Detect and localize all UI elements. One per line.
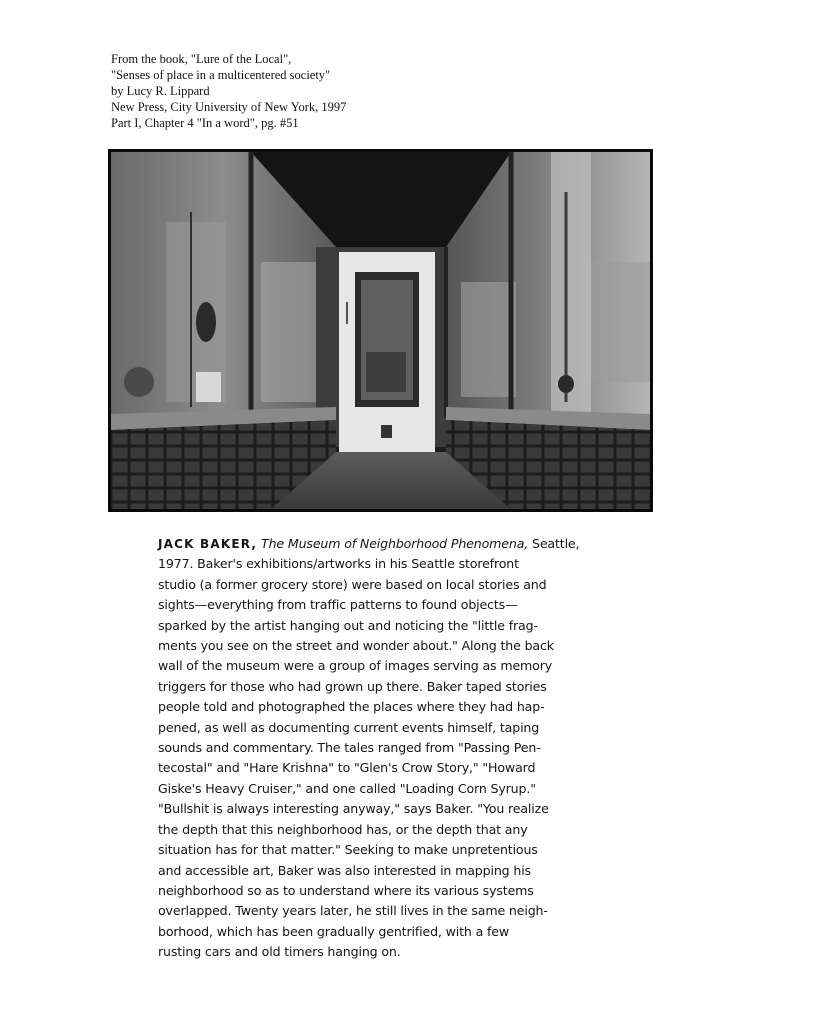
caption-line: sparked by the artist hanging out and noticing the "little frag- [158, 617, 538, 633]
caption-line: neighborhood so as to understand where its various systems [158, 882, 534, 898]
caption-line: "Bullshit is always interesting anyway," says Baker. "You realize [158, 801, 549, 817]
citation-line: by Lucy R. Lippard [111, 84, 210, 98]
caption-line: sounds and commentary. The tales ranged from "Passing Pen- [158, 740, 541, 756]
artist-name: JACK BAKER, [158, 537, 258, 551]
caption-line: studio (a former grocery store) were based on local stories and [158, 576, 547, 592]
caption-line: 1977. Baker's exhibitions/artworks in his Seattle storefront [158, 556, 519, 572]
caption-line: and accessible art, Baker was also interested in mapping his [158, 862, 531, 878]
caption-line-first [158, 534, 618, 554]
artwork-title: The Museum of Neighborhood Phenomena, [261, 536, 529, 551]
storefront-illustration [111, 152, 650, 509]
caption-line: tecostal" and "Hare Krishna" to "Glen's Crow Story," "Howard [158, 760, 536, 776]
caption-line: pened, as well as documenting current events himself, taping [158, 719, 540, 735]
photo-caption [158, 534, 618, 963]
caption-line: situation has for that matter." Seeking to make unpretentious [158, 842, 538, 858]
citation-line: "Senses of place in a multicentered society" [111, 68, 331, 82]
caption-line: the depth that this neighborhood has, or the depth that any [158, 821, 528, 837]
caption-line: ments you see on the street and wonder about." Along the back [158, 638, 554, 654]
caption-first-line-rest: Seattle, [531, 536, 580, 551]
caption-line: sights—everything from traffic patterns to found objects— [158, 597, 518, 613]
caption-line: wall of the museum were a group of images serving as memory [158, 658, 553, 674]
citation-line: Part I, Chapter 4 "In a word", pg. #51 [111, 116, 299, 130]
citation-line: From the book, "Lure of the Local", [111, 52, 292, 66]
caption-line: rusting cars and old timers hanging on. [158, 944, 401, 960]
book-citation [111, 51, 441, 131]
caption-line: Giske's Heavy Cruiser," and one called "Loading Corn Syrup." [158, 780, 536, 796]
caption-line: borhood, which has been gradually gentrified, with a few [158, 923, 510, 939]
storefront-photograph [108, 149, 653, 512]
citation-line: New Press, City University of New York, 1997 [111, 100, 347, 114]
caption-line: triggers for those who had grown up there. Baker taped stories [158, 678, 547, 694]
caption-line: people told and photographed the places where they had hap- [158, 699, 545, 715]
caption-line: overlapped. Twenty years later, he still lives in the same neigh- [158, 903, 548, 919]
